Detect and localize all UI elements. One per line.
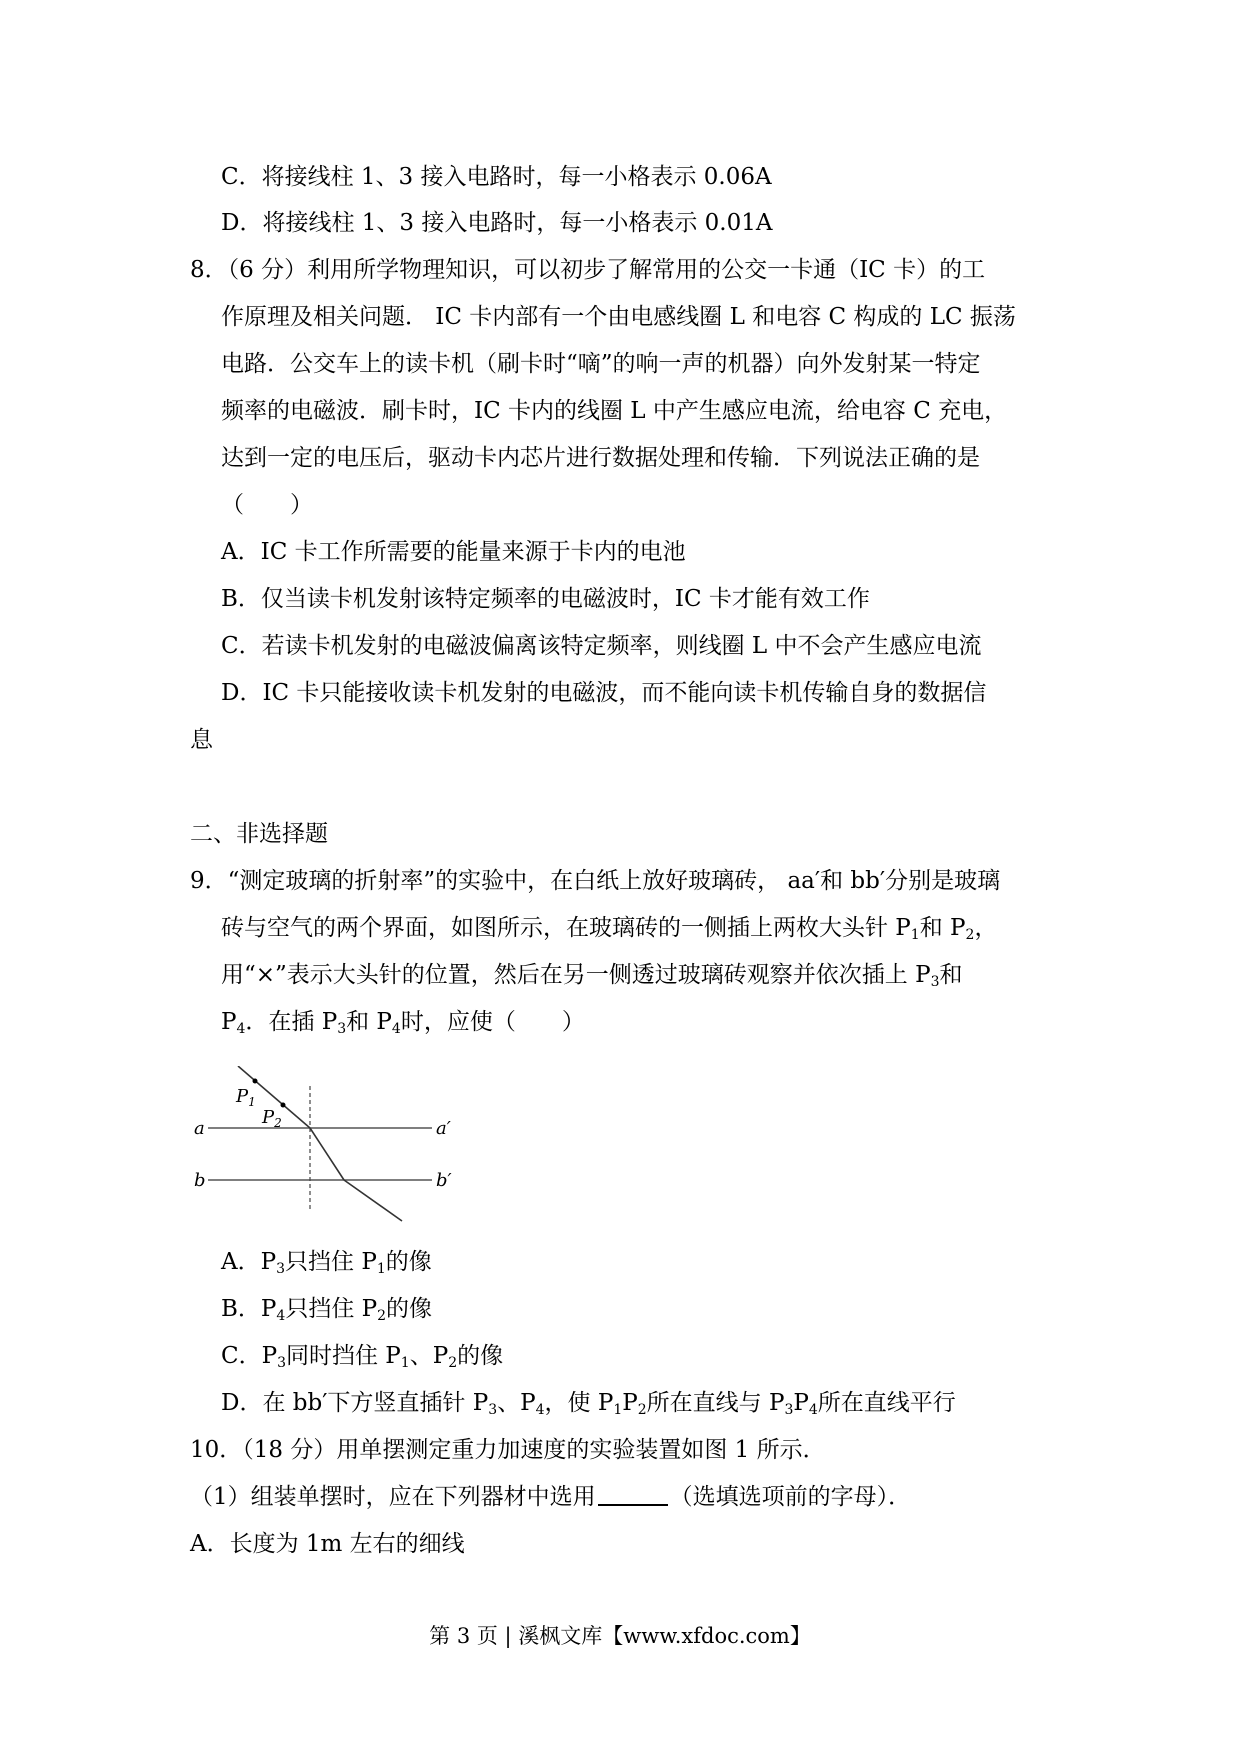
q9-stem-line-2: 砖与空气的两个界面，如图所示，在玻璃砖的一侧插上两枚大头针 $P_1$和 $P_2$， <box>221 915 998 943</box>
page-footer: 第 3 页 | 溪枫文库【www.xfdoc.com】 <box>429 1624 811 1648</box>
refracted-ray <box>310 1128 344 1180</box>
q9-option-d: D．在 bb′下方竖直插针 $P_3$、$P_4$，使 $P_1P_2$所在直线与 $P_3P_4$所在直线平行 <box>221 1390 956 1418</box>
label-a: a <box>194 1118 205 1139</box>
q9-option-b: B．$P_4$只挡住 $P_2$的像 <box>221 1296 433 1324</box>
refraction-diagram <box>190 1066 460 1231</box>
q9-stem-line-4: $P_4$．在插 $P_3$和 $P_4$时，应使（ ） <box>221 1009 585 1037</box>
q9-stem-line-3: 用“×”表示大头针的位置，然后在另一侧透过玻璃砖观察并依次插上 $P_3$和 <box>221 962 963 990</box>
q8-stem-line-1: 8．（6 分）利用所学物理知识，可以初步了解常用的公交一卡通（IC 卡）的工 <box>190 257 986 283</box>
refraction-diagram-svg <box>190 1066 460 1231</box>
q7-option-d: D．将接线柱 1、3 接入电路时，每一小格表示 0.01A <box>221 210 773 236</box>
label-a-prime: a′ <box>436 1118 451 1139</box>
pin-p1-dot <box>253 1079 258 1084</box>
q9-option-a: A．$P_3$只挡住 $P_1$的像 <box>221 1249 432 1277</box>
section-title: 二、非选择题 <box>190 821 328 847</box>
q8-option-c: C．若读卡机发射的电磁波偏离该特定频率，则线圈 L 中不会产生感应电流 <box>221 633 982 659</box>
q8-stem-line-2: 作原理及相关问题． IC 卡内部有一个由电感线圈 L 和电容 C 构成的 LC 振荡 <box>221 304 1016 330</box>
label-b-prime: b′ <box>436 1170 452 1191</box>
label-p2: $P_2$ <box>262 1107 282 1130</box>
emergent-ray <box>344 1180 402 1221</box>
q9-stem-line-1: 9．“测定玻璃的折射率”的实验中，在白纸上放好玻璃砖， aa′和 bb′分别是玻璃 <box>190 868 1001 894</box>
q8-option-d-continued: 息 <box>190 727 213 753</box>
q8-answer-bracket: （ ） <box>221 492 313 518</box>
q8-stem-line-5: 达到一定的电压后，驱动卡内芯片进行数据处理和传输．下列说法正确的是 <box>221 445 980 471</box>
q9-option-c: C．$P_3$同时挡住 $P_1$、$P_2$的像 <box>221 1343 504 1371</box>
q8-option-b: B．仅当读卡机发射该特定频率的电磁波时，IC 卡才能有效工作 <box>221 586 870 612</box>
pin-p2-dot <box>281 1103 286 1108</box>
q10-part1: （1）组装单摆时，应在下列器材中选用 （选填选项前的字母）． <box>190 1484 912 1510</box>
q7-option-c: C．将接线柱 1、3 接入电路时，每一小格表示 0.06A <box>221 164 772 190</box>
answer-blank[interactable] <box>598 1482 668 1506</box>
q10-option-a: A．长度为 1m 左右的细线 <box>190 1531 465 1557</box>
label-b: b <box>194 1170 206 1191</box>
q8-stem-line-3: 电路．公交车上的读卡机（刷卡时“嘀”的响一声的机器）向外发射某一特定 <box>221 351 981 377</box>
q8-option-d: D．IC 卡只能接收读卡机发射的电磁波，而不能向读卡机传输自身的数据信 <box>221 680 987 706</box>
label-p1: $P_1$ <box>236 1086 256 1109</box>
q10-stem: 10．（18 分）用单摆测定重力加速度的实验装置如图 1 所示． <box>190 1437 826 1463</box>
q8-option-a: A．IC 卡工作所需要的能量来源于卡内的电池 <box>221 539 686 565</box>
q8-stem-line-4: 频率的电磁波．刷卡时，IC 卡内的线圈 L 中产生感应电流，给电容 C 充电， <box>221 398 1008 424</box>
